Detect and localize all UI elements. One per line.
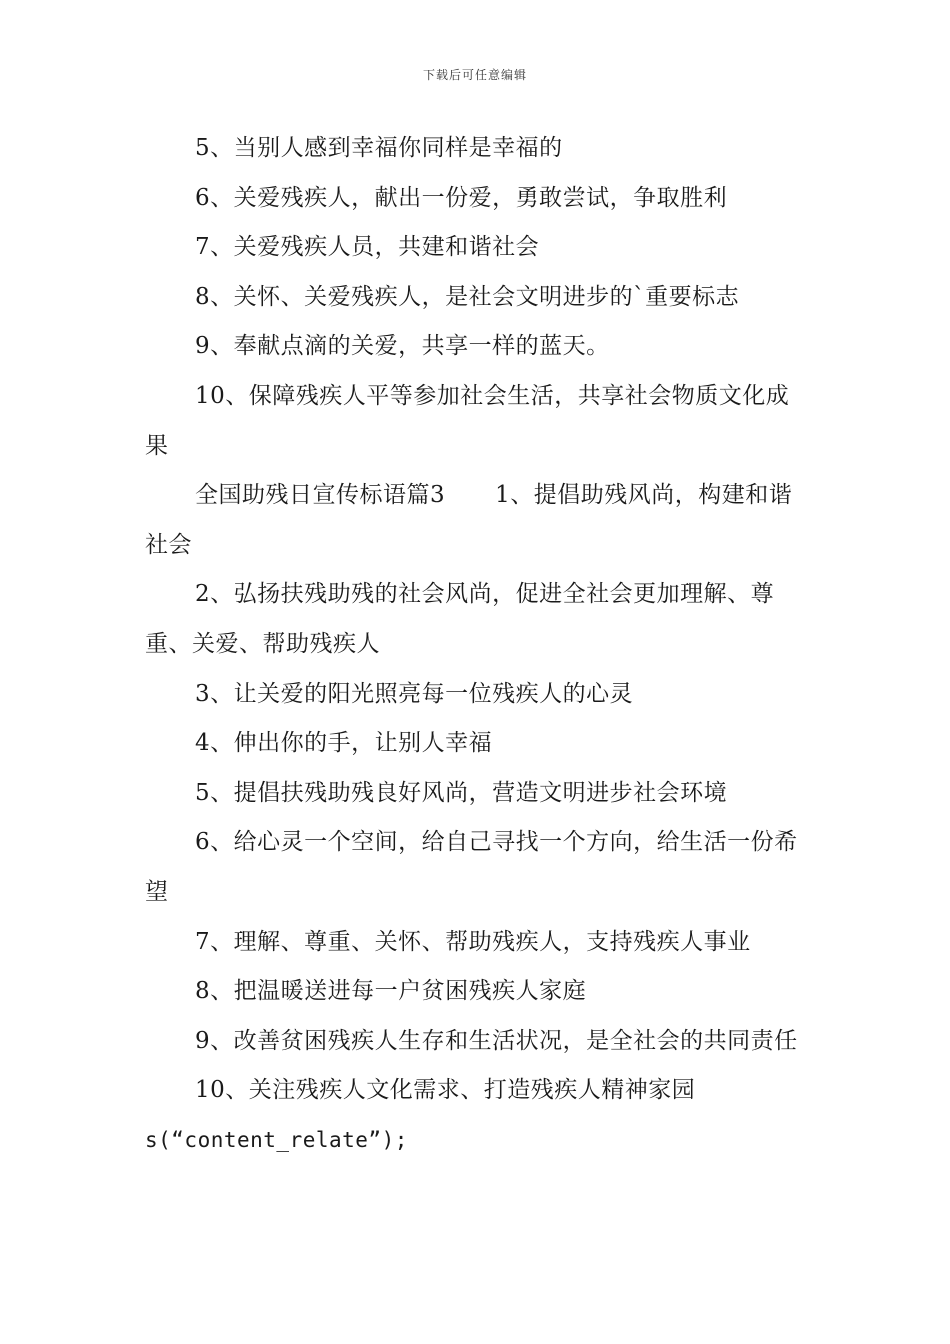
code-tail: s(“content_relate”);: [145, 1127, 408, 1152]
header-note: 下载后可任意编辑: [422, 68, 527, 82]
section-3-line-9: 9、改善贫困残疾人生存和生活状况，是全社会的共同责任: [195, 1027, 798, 1054]
slogan-line-5: 5、当别人感到幸福你同样是幸福的: [195, 135, 563, 161]
document-body: [145, 124, 809, 1165]
section-3-line-3: 3、让关爱的阳光照亮每一位残疾人的心灵: [195, 680, 634, 707]
section-3-line-8: 8、把温暖送进每一户贫困残疾人家庭: [195, 978, 587, 1005]
slogan-line-8: 8、关怀、关爱残疾人，是社会文明进步的`重要标志: [195, 283, 740, 310]
section-3-line-10: 10、关注残疾人文化需求、打造残疾人精神家园: [195, 1077, 696, 1104]
slogan-line-9: 9、奉献点滴的关爱，共享一样的蓝天。: [195, 333, 610, 360]
slogan-line-6: 6、关爱残疾人，献出一份爱，勇敢尝试，争取胜利: [195, 184, 728, 211]
slogan-line-10: 10、保障残疾人平等参加社会生活，共享社会物质文化成果: [145, 382, 790, 459]
section-3-line-4: 4、伸出你的手，让别人幸福: [195, 730, 493, 757]
section-3-line-1: 1、提倡助残风尚，构建和谐社会: [145, 482, 793, 558]
section-3-line-7: 7、理解、尊重、关怀、帮助残疾人，支持残疾人事业: [195, 928, 751, 955]
section-3-line-5: 5、提倡扶残助残良好风尚，营造文明进步社会环境: [195, 779, 728, 806]
section-3-paragraph: [145, 471, 809, 570]
section-3-title: 全国助残日宣传标语篇3: [195, 482, 446, 509]
slogan-line-7: 7、关爱残疾人员，共建和谐社会: [195, 234, 540, 261]
section-3-line-6: 6、给心灵一个空间，给自己寻找一个方向，给生活一份希望: [145, 829, 798, 905]
section-3-line-2: 2、弘扬扶残助残的社会风尚，促进全社会更加理解、尊重、关爱、帮助残疾人: [145, 581, 775, 657]
